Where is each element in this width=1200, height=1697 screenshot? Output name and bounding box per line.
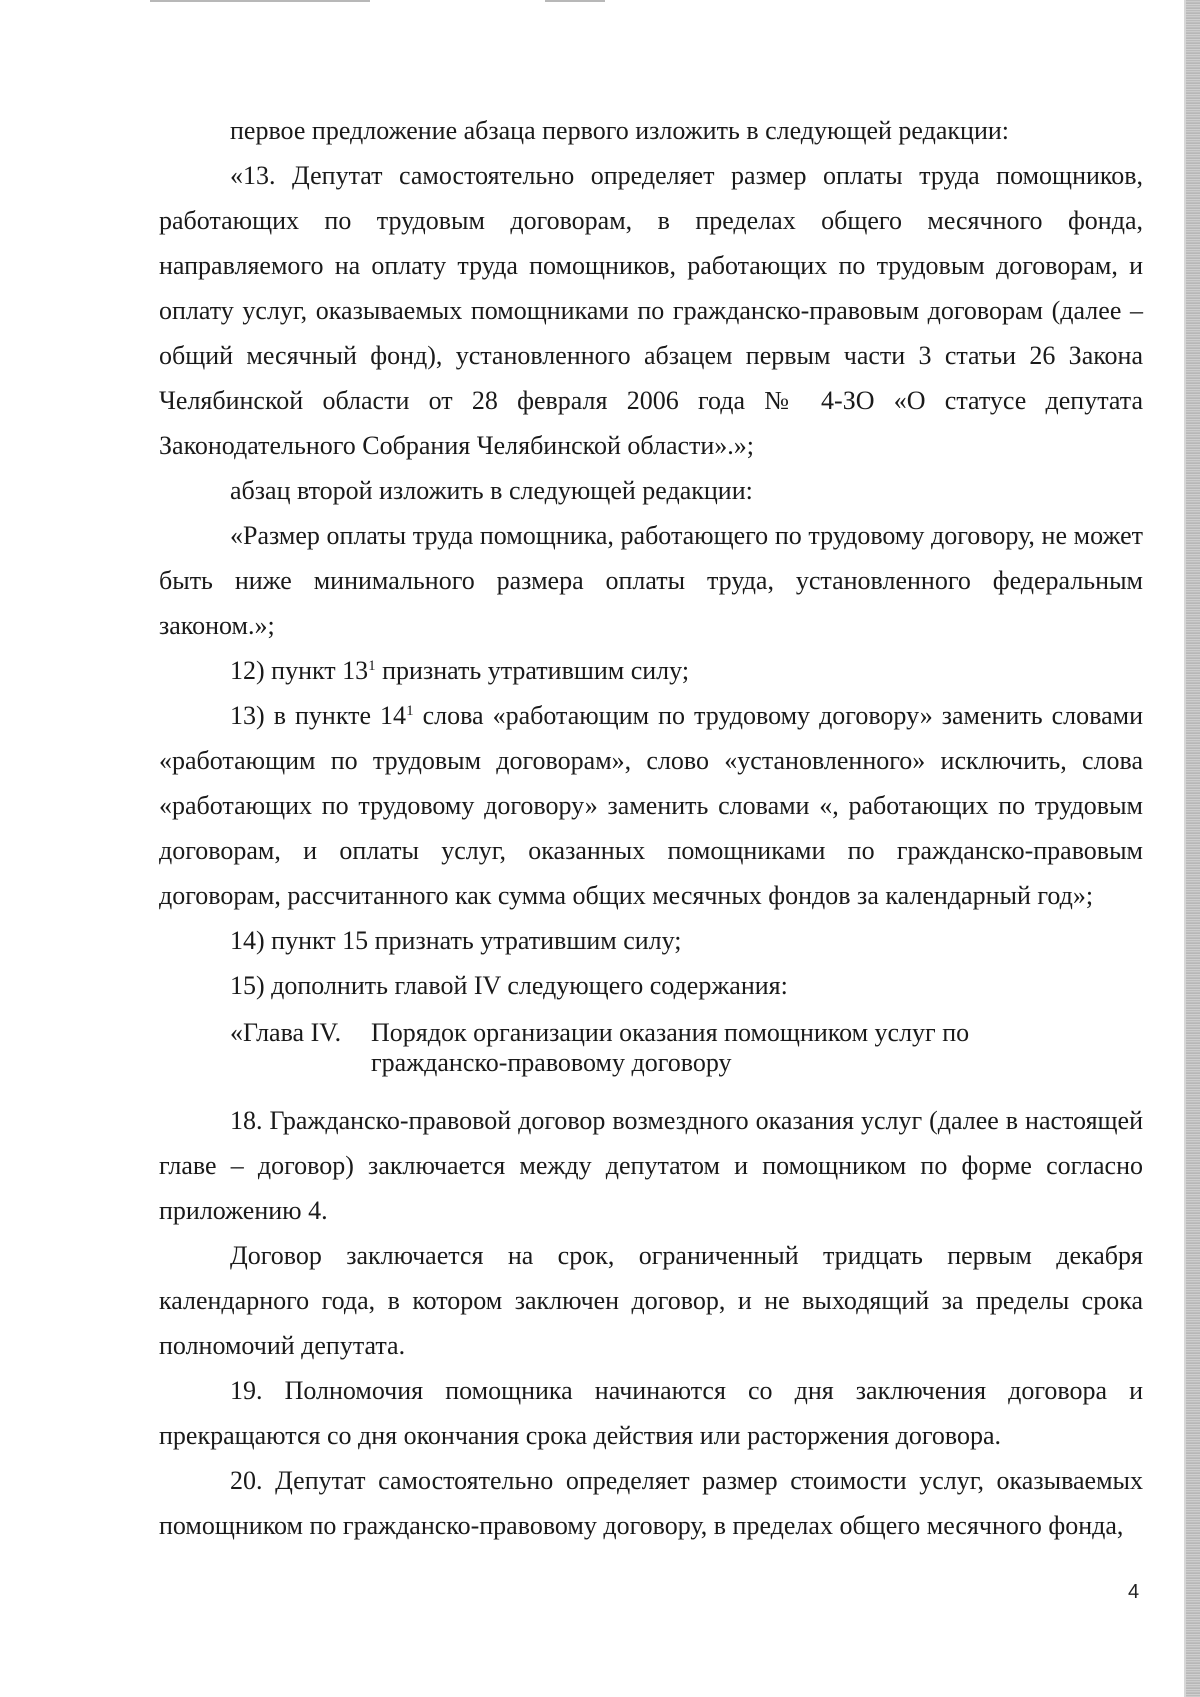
superscript: 1 — [406, 703, 414, 719]
scan-artifact-line — [150, 0, 370, 2]
superscript: 1 — [368, 658, 376, 674]
chapter-number: «Глава IV. — [230, 1018, 342, 1047]
list-item-14: 14) пункт 15 признать утратившим силу; — [230, 926, 682, 955]
chapter-title-line: Порядок организации оказания помощником услуг по — [371, 1018, 970, 1047]
paragraph: первое предложение абзаца первого изложить в следующей редакции: — [230, 116, 1009, 145]
page-number: 4 — [1128, 1581, 1140, 1603]
list-item-text: 12) пункт 13 — [230, 656, 369, 685]
paragraph: 20. Депутат самостоятельно определяет размер стоимости услуг, оказываемых помощником по гражданско-правовому договору, в пределах общего месячного фонда, — [159, 1466, 1143, 1540]
chapter-heading — [159, 1018, 1143, 1078]
list-item-text: 13) в пункте 14 — [230, 701, 407, 730]
paragraph: 19. Полномочия помощника начинаются со дня заключения договора и прекращаются со дня окончания срока действия или расторжения договора. — [159, 1376, 1143, 1450]
scan-artifact-line — [545, 0, 605, 2]
paragraph: «Размер оплаты труда помощника, работающего по трудовому договору, не может быть ниже минимального размера оплаты труда, установленного федеральным законом.»; — [159, 521, 1143, 640]
chapter-title-line: гражданско-правовому договору — [371, 1048, 732, 1077]
paragraph: Договор заключается на срок, ограниченный тридцать первым декабря календарного года, в котором заключен договор, и не выходящий за пределы срока полномочий депутата. — [159, 1241, 1143, 1360]
list-item-text: признать утратившим силу; — [375, 656, 690, 685]
list-item-12 — [159, 648, 1143, 693]
paragraph: «13. Депутат самостоятельно определяет размер оплаты труда помощников, работающих по трудовым договорам, в пределах общего месячного фонда, направляемого на оплату труда помощников, работающих по трудовым договорам, и оплату услуг, оказываемых помощниками по гражданско-правовым договорам (далее – общий месячный фонд), установленного абзацем первым части 3 статьи 26 Закона Челябинской области от 28 февраля 2006 года № 4-ЗО «О статусе депутата Законодательного Собрания Челябинской области».»; — [159, 161, 1143, 460]
list-item-text: слова «работающим по трудовому договору» заменить словами «работающим по трудовым договорам», слово «установленного» исключить, слова «работающих по трудовому договору» заменить словами «, работающих по трудовым договорам, и оплаты услуг, оказанных помощниками по гражданско-правовым договорам, рассчитанного как сумма общих месячных фондов за календарный год»; — [159, 701, 1143, 910]
list-item-13 — [159, 693, 1143, 918]
chapter-title — [371, 1018, 1143, 1078]
paragraph: абзац второй изложить в следующей редакции: — [230, 476, 753, 505]
list-item-15: 15) дополнить главой IV следующего содержания: — [230, 971, 788, 1000]
document-body — [159, 108, 1143, 1548]
scan-edge — [1186, 0, 1200, 1697]
paragraph: 18. Гражданско-правовой договор возмездного оказания услуг (далее в настоящей главе – договор) заключается между депутатом и помощником по форме согласно приложению 4. — [159, 1106, 1143, 1225]
